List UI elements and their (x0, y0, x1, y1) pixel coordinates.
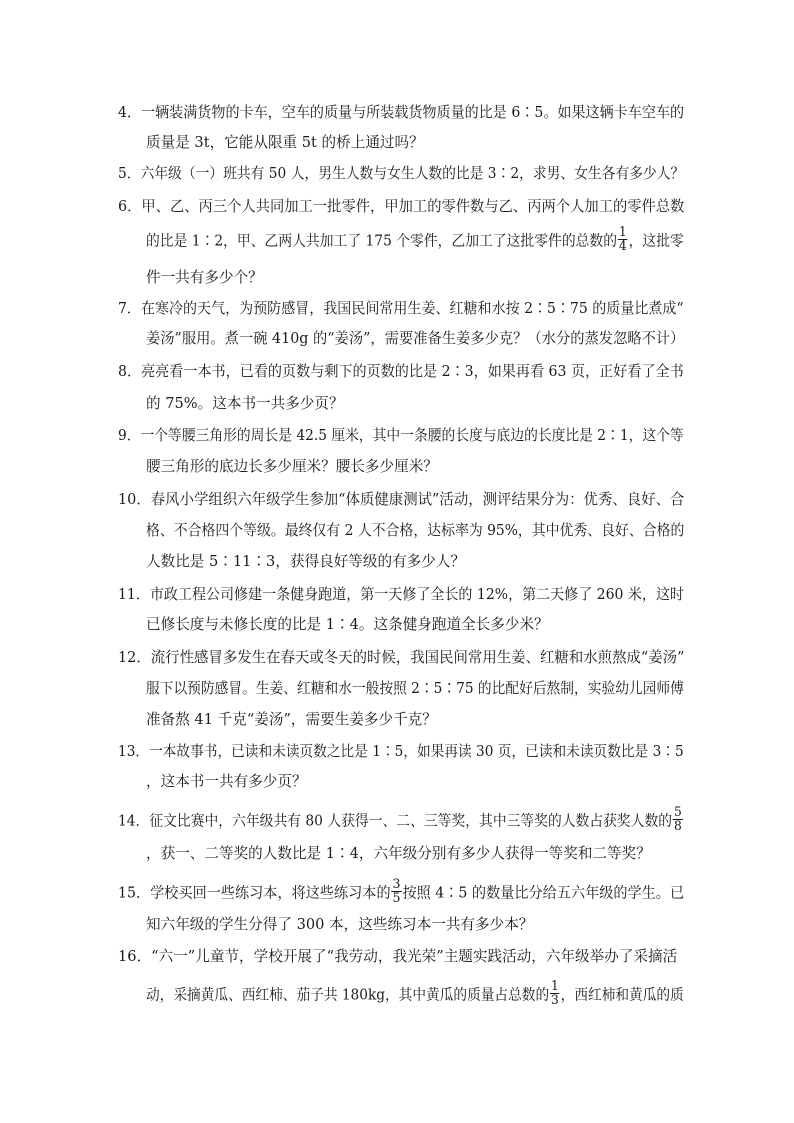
fraction-numerator: 3 (392, 877, 401, 892)
text-line: 准备熬 41 千克“姜汤”，需要生姜多少千克？ (146, 711, 437, 728)
fraction (618, 226, 628, 253)
text-line: 格、不合格四个等级。最终仅有 2 人不合格，达标率为 95%，其中优秀、良好、合格的 (146, 522, 685, 539)
text-line: 11．市政工程公司修建一条健身跑道，第一天修了全长的 12%，第二天修了 260 米，这时 (118, 586, 685, 603)
text-line: 9．一个等腰三角形的周长是 42.5 厘米，其中一条腰的长度与底边的长度比是 2∶1，这个等 (118, 427, 684, 444)
text-segment: 15．学校买回一些练习本，将这些练习本的 (118, 884, 391, 902)
text-line: 姜汤”服用。煮一碗 410g 的“姜汤”，需要准备生姜多少克？（水分的蒸发忽略不计） (146, 330, 685, 347)
text-line: ，这本书一共有多少页？ (146, 773, 307, 790)
text-line: 知六年级的学生分得了 300 本，这些练习本一共有多少本？ (146, 916, 534, 933)
text-line: 13．一本故事书，已读和未读页数之比是 1∶5，如果再读 30 页，已读和未读页数比是 3∶5 (118, 743, 684, 760)
text-line: ，获一、二等奖的人数比是 1∶4，六年级分别有多少人获得一等奖和二等奖？ (146, 845, 651, 862)
text-line: 件一共有多少个？ (146, 269, 263, 286)
fraction-denominator: 8 (673, 819, 682, 834)
text-line: 已修长度与未修长度的比是 1∶4。这条健身跑道全长多少米？ (146, 616, 549, 633)
text-segment: 14．征文比赛中，六年级共有 80 人获得一、二、三等奖，其中三等奖的人数占获奖人数的 (118, 812, 673, 830)
text-line: 服下以预防感冒。生姜、红糖和水一般按照 2∶5∶75 的比配好后熬制，实验幼儿园师傅 (146, 680, 684, 697)
text-line: 12．流行性感冒多发生在春天或冬天的时候，我国民间常用生姜、红糖和水煎熬成“姜汤” (118, 649, 685, 666)
fraction (550, 980, 560, 1007)
text-line: 16．“六一”儿童节，学校开展了“我劳动，我光荣”主题实践活动，六年级举办了采摘活 (118, 948, 678, 965)
fraction-denominator: 5 (392, 891, 401, 906)
text-line: 8．亮亮看一本书，已看的页数与剩下的页数的比是 2∶3，如果再看 63 页，正好看了全书 (118, 363, 684, 380)
text-segment: 的比是 1∶2，甲、乙两人共加工了 175 个零件，乙加工了这批零件的总数的 (146, 232, 618, 250)
text-line: 4．一辆装满货物的卡车，空车的质量与所装载货物质量的比是 6∶5。如果这辆卡车空车的 (118, 104, 685, 121)
text-line (118, 877, 685, 907)
text-line (118, 805, 684, 835)
text-line: 的 75%。这本书一共多少页？ (146, 395, 344, 412)
text-line: 5．六年级（一）班共有 50 人，男生人数与女生人数的比是 3∶2，求男、女生各有多少人？ (118, 165, 685, 182)
text-segment: ，这批零 (628, 232, 684, 250)
text-line (146, 225, 684, 255)
fraction-denominator: 4 (618, 239, 627, 254)
text-line: 6．甲、乙、丙三个人共同加工一批零件，甲加工的零件数与乙、丙两个人加工的零件总数 (118, 198, 685, 215)
fraction-numerator: 5 (673, 805, 682, 820)
fraction-numerator: 1 (551, 979, 559, 994)
fraction-numerator: 1 (618, 225, 627, 240)
fraction (392, 878, 402, 905)
text-line: 人数比是 5∶11∶3，获得良好等级的有多少人？ (146, 553, 466, 570)
text-line (146, 979, 684, 1009)
text-line: 10．春风小学组织六年级学生参加“体质健康测试”活动，测评结果分为：优秀、良好、合 (118, 491, 685, 508)
text-line: 7．在寒冷的天气，为预防感冒，我国民间常用生姜、红糖和水按 2∶5∶75 的质量比煮成“ (118, 300, 684, 317)
fraction-denominator: 3 (551, 993, 559, 1008)
text-line: 质量是 3t，它能从限重 5t 的桥上通过吗？ (146, 134, 424, 151)
text-segment: 按照 4∶5 的数量比分给五六年级的学生。已 (402, 884, 685, 902)
text-line: 腰三角形的底边长多少厘米？腰长多少厘米？ (146, 458, 438, 475)
text-segment: 动，采摘黄瓜、西红柿、茄子共 180kg，其中黄瓜的质量占总数的 (146, 986, 550, 1004)
text-segment: ，西红柿和黄瓜的质 (560, 986, 684, 1004)
fraction (673, 806, 683, 833)
